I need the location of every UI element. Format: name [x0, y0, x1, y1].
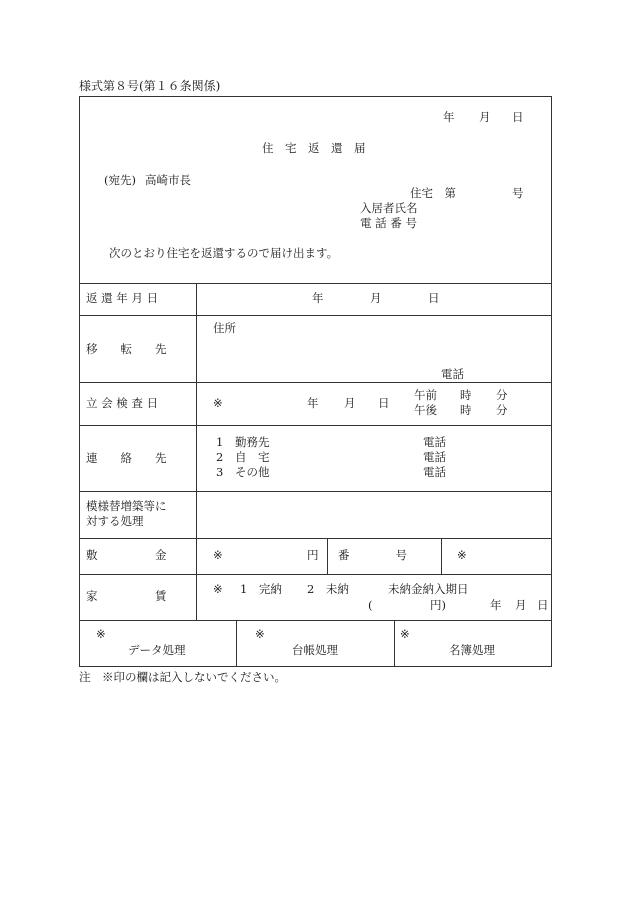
label-column-divider — [196, 283, 197, 620]
return-day: 日 — [428, 291, 440, 305]
date-year: 年 — [443, 110, 455, 124]
register-processing-mark: ※ — [400, 627, 410, 641]
footer-divider — [236, 620, 237, 667]
inspection-minute: 分 — [496, 403, 508, 417]
rent-year: 年 — [490, 598, 502, 612]
ledger-processing-mark: ※ — [255, 627, 265, 641]
contact-item-phone: 電話 — [423, 465, 446, 479]
contact-item-number: 2 — [216, 450, 224, 464]
inspection-day: 日 — [378, 396, 390, 410]
relocation-address-label: 住所 — [213, 321, 236, 335]
row-divider — [79, 620, 552, 621]
inspection-mark: ※ — [213, 396, 223, 410]
deposit-mark-2: ※ — [457, 548, 467, 562]
row-divider — [79, 491, 552, 492]
phone-number-label: 電 話 番 号 — [360, 216, 417, 230]
contact-item-text: その他 — [235, 465, 270, 479]
rent-unpaid: 2 未納 — [307, 582, 349, 596]
row-divider — [79, 574, 552, 575]
deposit-label: 敷 金 — [86, 548, 167, 562]
rent-label: 家 賃 — [86, 589, 167, 603]
house-number-suffix: 号 — [512, 186, 524, 200]
form-code: 様式第８号(第１６条関係) — [79, 79, 221, 93]
inspection-month: 月 — [344, 396, 356, 410]
contact-item-number: 3 — [216, 465, 224, 479]
inspection-pm: 午後 — [414, 403, 437, 417]
deposit-divider — [441, 538, 442, 574]
deposit-divider — [327, 538, 328, 574]
inspection-hour: 時 — [460, 388, 472, 402]
relocation-label: 移 転 先 — [86, 342, 167, 356]
data-processing-label: データ処理 — [128, 643, 186, 657]
return-year: 年 — [312, 291, 324, 305]
contact-label: 連 絡 先 — [86, 451, 167, 465]
deposit-number-label: 番 号 — [338, 548, 407, 562]
addressee: 高崎市長 — [145, 173, 191, 187]
addressee-prefix: (宛先) — [104, 173, 136, 187]
data-processing-mark: ※ — [96, 627, 106, 641]
inspection-am: 午前 — [414, 388, 437, 402]
inspection-hour: 時 — [460, 403, 472, 417]
rent-paren-open: ( — [368, 598, 373, 612]
remodel-label-line1: 模様替増築等に — [86, 499, 167, 513]
row-divider — [79, 283, 552, 284]
inspection-minute: 分 — [496, 388, 508, 402]
rent-mark: ※ — [213, 582, 223, 596]
row-divider — [79, 425, 552, 426]
statement: 次のとおり住宅を返還するので届け出ます。 — [109, 246, 339, 260]
contact-item-text: 勤務先 — [235, 435, 270, 449]
page-title: 住 宅 返 還 届 — [262, 141, 366, 155]
inspection-date-label: 立 会 検 査 日 — [86, 396, 159, 410]
rent-paren-close: 円) — [430, 598, 446, 612]
inspection-year: 年 — [307, 396, 319, 410]
rent-day: 日 — [537, 598, 549, 612]
row-divider — [79, 538, 552, 539]
contact-item-number: 1 — [216, 435, 224, 449]
contact-item-text: 自 宅 — [235, 450, 270, 464]
relocation-phone-label: 電話 — [441, 367, 464, 381]
return-month: 月 — [370, 291, 382, 305]
row-divider — [79, 315, 552, 316]
rent-paid: 1 完納 — [240, 582, 282, 596]
rent-month: 月 — [515, 598, 527, 612]
ledger-processing-label: 台帳処理 — [292, 643, 338, 657]
return-date-label: 返 還 年 月 日 — [86, 291, 159, 305]
footnote: 注 ※印の欄は記入しないでください。 — [79, 670, 286, 684]
date-day: 日 — [512, 110, 524, 124]
rent-unpaid-date-label: 未納金納入期日 — [388, 582, 469, 596]
register-processing-label: 名簿処理 — [449, 643, 495, 657]
row-divider — [79, 382, 552, 383]
house-number-label: 住宅 第 — [410, 186, 456, 200]
deposit-mark: ※ — [213, 548, 223, 562]
resident-name-label: 入居者氏名 — [360, 201, 418, 215]
deposit-yen: 円 — [307, 548, 319, 562]
contact-item-phone: 電話 — [423, 450, 446, 464]
contact-item-phone: 電話 — [423, 435, 446, 449]
remodel-label-line2: 対する処理 — [86, 514, 144, 528]
footer-divider — [394, 620, 395, 667]
date-month: 月 — [479, 110, 491, 124]
